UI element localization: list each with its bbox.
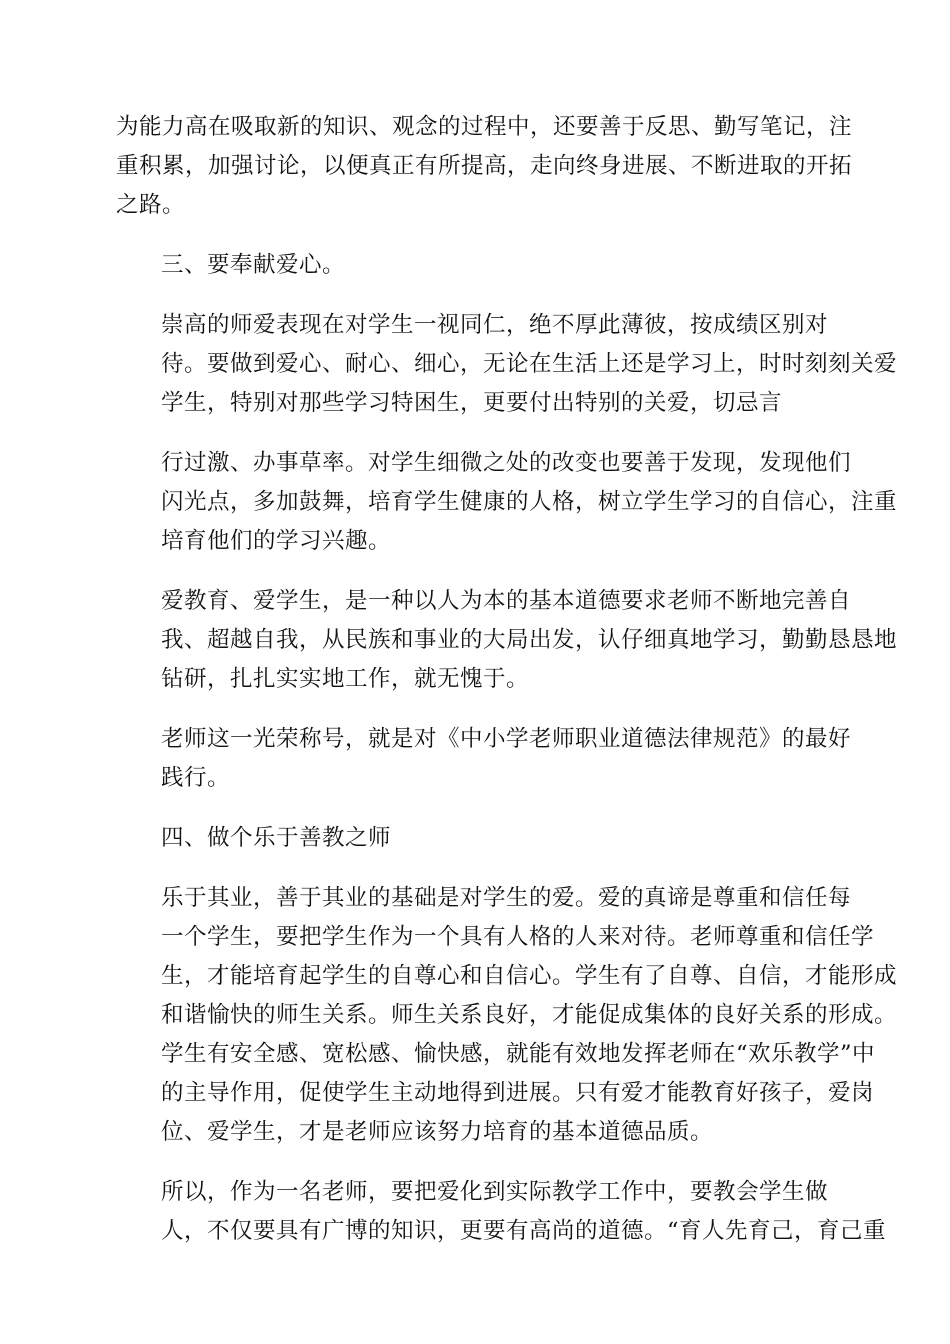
text-line: 钻研，扎扎实实地工作，就无愧于。 [161,666,530,692]
text-line: 之路。 [116,192,186,218]
text-line: 的主导作用，促使学生主动地得到进展。只有爱才能教育好孩子，爱岗 [161,1080,875,1106]
text-line: 我、超越自我，从民族和事业的大局出发，认仔细真地学习，勤勤恳恳地 [161,627,898,653]
paragraph [116,306,898,423]
document-body [116,108,898,1272]
paragraph [116,1173,887,1251]
text-line: 培育他们的学习兴趣。 [161,528,392,554]
text-line: 崇高的师爱表现在对学生一视同仁，绝不厚此薄彼，按成绩区别对 [161,312,829,338]
paragraph [116,246,836,285]
text-line: 为能力高在吸取新的知识、观念的过程中，还要善于反思、勤写笔记，注 [116,114,853,140]
paragraph [116,720,852,798]
text-line: 人，不仅要具有广博的知识，更要有高尚的道德。“育人先育己，育己重 [161,1218,887,1244]
text-line: 爱教育、爱学生，是一种以人为本的基本道德要求老师不断地完善自 [161,588,852,614]
text-line: 和谐愉快的师生关系。师生关系良好，才能促成集体的良好关系的形成。 [161,1002,898,1028]
text-line: 重积累，加强讨论，以便真正有所提高，走向终身进展、不断进取的开拓 [116,153,853,179]
paragraph [116,108,853,225]
paragraph [116,444,898,561]
text-line: 三、要奉献爱心。 [161,252,346,278]
paragraph [116,582,898,699]
text-line: 学生有安全感、宽松感、愉快感，就能有效地发挥老师在“欢乐教学”中 [161,1041,876,1067]
text-line: 生，才能培育起学生的自尊心和自信心。学生有了自尊、自信，才能形成 [161,963,898,989]
text-line: 所以，作为一名老师，要把爱化到实际教学工作中，要教会学生做 [161,1179,829,1205]
text-line: 位、爱学生，才是老师应该努力培育的基本道德品质。 [161,1119,714,1145]
text-line: 一个学生，要把学生作为一个具有人格的人来对待。老师尊重和信任学 [161,924,875,950]
paragraph [116,879,898,1152]
text-line: 闪光点，多加鼓舞，培育学生健康的人格，树立学生学习的自信心，注重 [161,489,898,515]
text-line: 践行。 [161,765,231,791]
text-line: 行过激、办事草率。对学生细微之处的改变也要善于发现，发现他们 [161,450,852,476]
text-line: 学生，特别对那些学习特困生，更要付出特别的关爱，切忌言 [161,390,783,416]
text-line: 老师这一光荣称号，就是对《中小学老师职业道德法律规范》的最好 [161,726,852,752]
text-line: 乐于其业，善于其业的基础是对学生的爱。爱的真谛是尊重和信任每 [161,885,852,911]
text-line: 待。要做到爱心、耐心、细心，无论在生活上还是学习上，时时刻刻关爱 [161,351,898,377]
text-line: 四、做个乐于善教之师 [161,825,392,851]
paragraph [116,819,836,858]
